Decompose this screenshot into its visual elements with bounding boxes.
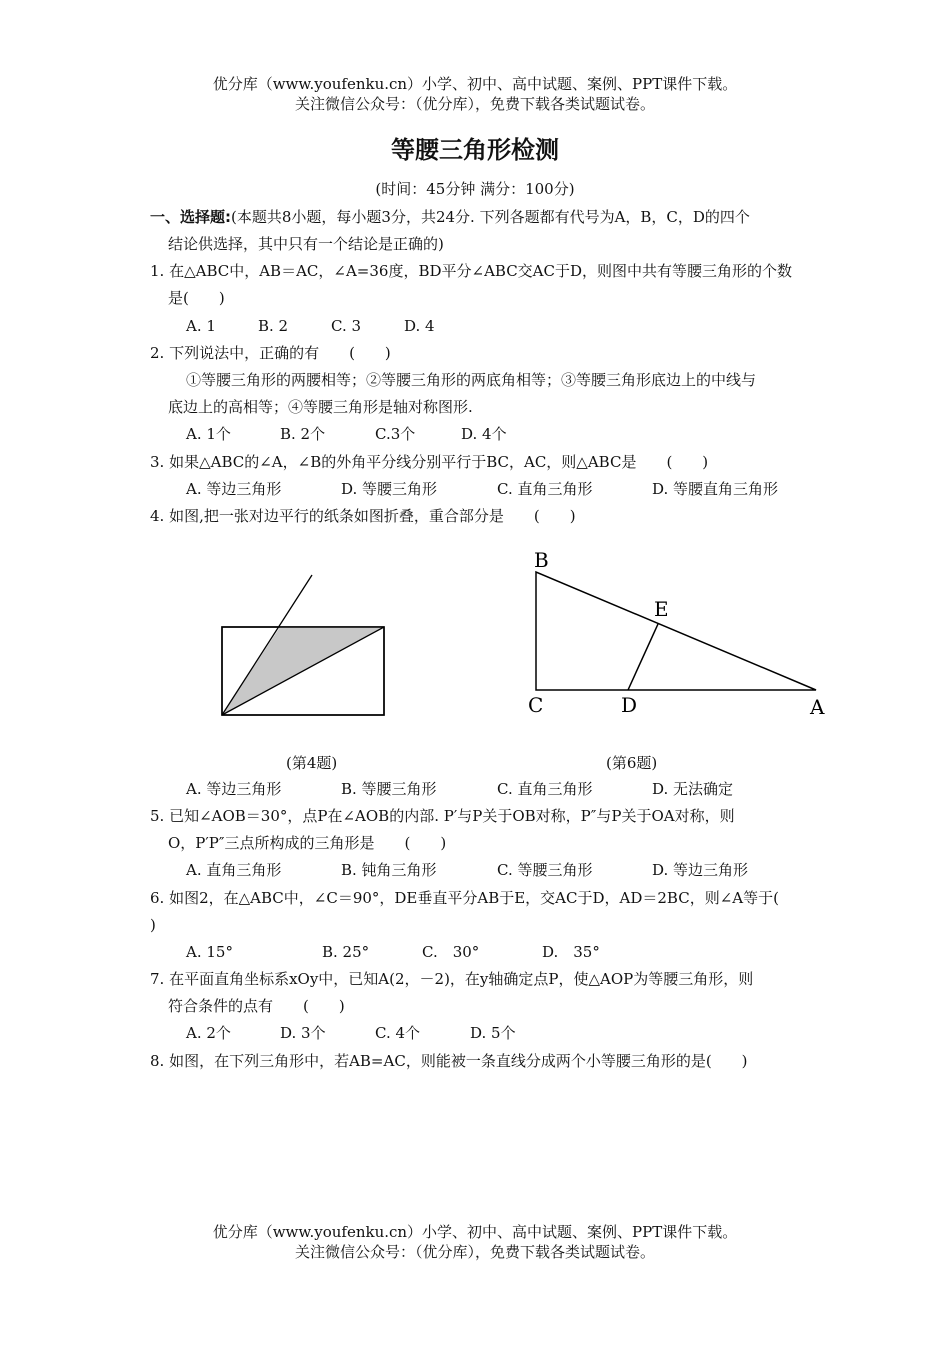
q2-options <box>186 423 507 445</box>
q2-line-3: 底边上的高相等；④等腰三角形是轴对称图形. <box>168 398 473 416</box>
q7-option-c: C. 4个 <box>375 1024 421 1042</box>
segment-de <box>628 624 658 690</box>
q3-option-b: D. 等腰三角形 <box>341 480 438 498</box>
q5-line-1: 5. 已知∠AOB＝30°，点P在∠AOB的内部. P′与P关于OB对称，P″与P关于OA对称，则 <box>150 807 735 825</box>
q3-option-c: C. 直角三角形 <box>497 480 593 498</box>
q3-option-d: D. 等腰直角三角形 <box>652 480 779 498</box>
section-desc-1: (本题共8小题，每小题3分，共24分. 下列各题都有代号为A，B，C，D的四个 <box>231 208 750 226</box>
q5-options <box>186 859 748 881</box>
q4-option-c: C. 直角三角形 <box>497 780 593 798</box>
q1-option-d: D. 4 <box>404 317 435 335</box>
q7-option-a: A. 2个 <box>186 1024 231 1042</box>
figure-6-caption: (第6题) <box>606 754 658 772</box>
q7-options <box>186 1022 516 1044</box>
q4-option-b: B. 等腰三角形 <box>341 780 437 798</box>
figure-6-triangle <box>520 540 840 720</box>
q2-line-2: ①等腰三角形的两腰相等；②等腰三角形的两底角相等；③等腰三角形底边上的中线与 <box>186 371 757 389</box>
q2-option-a: A. 1个 <box>186 425 231 443</box>
q4-line-1: 4. 如图,把一张对边平行的纸条如图折叠，重合部分是 ( ) <box>150 507 576 525</box>
q4-options <box>186 778 733 800</box>
q3-line-1: 3. 如果△ABC的∠A，∠B的外角平分线分别平行于BC，AC，则△ABC是 ( ) <box>150 453 709 471</box>
q1-line-2: 是( ) <box>168 289 225 307</box>
page-subtitle: (时间：45分钟 满分：100分) <box>375 180 575 198</box>
q2-option-d: D. 4个 <box>461 425 507 443</box>
q6-options <box>186 941 600 963</box>
figure-4-folded-strip <box>210 565 400 725</box>
section-heading: 一、选择题: <box>150 208 231 226</box>
q5-option-c: C. 等腰三角形 <box>497 861 593 879</box>
q5-option-d: D. 等边三角形 <box>652 861 749 879</box>
section-1-line-1 <box>150 206 750 228</box>
label-b: B <box>534 548 549 572</box>
header-line-1: 优分库（www.youfenku.cn）小学、初中、高中试题、案例、PPT课件下载。 <box>212 75 738 93</box>
q7-line-1: 7. 在平面直角坐标系xOy中，已知A(2，－2)，在y轴确定点P，使△AOP为等腰三角形，则 <box>150 970 754 988</box>
q1-option-c: C. 3 <box>331 317 362 335</box>
q6-option-a: A. 15° <box>186 943 233 961</box>
q1-option-a: A. 1 <box>186 317 216 335</box>
label-a: A <box>810 695 825 719</box>
q7-option-b: D. 3个 <box>280 1024 326 1042</box>
header-line-2: 关注微信公众号：（优分库），免费下载各类试题试卷。 <box>294 95 655 113</box>
q6-option-c: C. 30° <box>422 943 480 961</box>
q6-option-b: B. 25° <box>322 943 370 961</box>
q2-option-b: B. 2个 <box>280 425 326 443</box>
label-c: C <box>528 693 544 717</box>
q8-line-1: 8. 如图，在下列三角形中，若AB=AC，则能被一条直线分成两个小等腰三角形的是( ) <box>150 1052 748 1070</box>
q7-option-d: D. 5个 <box>470 1024 516 1042</box>
label-e: E <box>654 597 669 621</box>
q2-option-c: C.3个 <box>375 425 416 443</box>
q3-options <box>186 478 778 500</box>
label-d: D <box>621 693 638 717</box>
q1-options <box>186 315 435 337</box>
q7-line-2: 符合条件的点有 ( ) <box>168 997 345 1015</box>
q6-option-d: D. 35° <box>542 943 600 961</box>
q2-line-1: 2. 下列说法中，正确的有 ( ) <box>150 344 391 362</box>
figure-4-caption: (第4题) <box>286 754 338 772</box>
page-title: 等腰三角形检测 <box>391 136 559 164</box>
q4-option-d: D. 无法确定 <box>652 780 734 798</box>
footer-line-2: 关注微信公众号：（优分库），免费下载各类试题试卷。 <box>294 1243 655 1261</box>
q5-line-2: O，P′P″三点所构成的三角形是 ( ) <box>168 834 447 852</box>
q4-option-a: A. 等边三角形 <box>186 780 282 798</box>
q5-option-b: B. 钝角三角形 <box>341 861 437 879</box>
q1-line-1: 1. 在△ABC中，AB＝AC，∠A=36度，BD平分∠ABC交AC于D，则图中共有等腰三角形的个数 <box>150 262 793 280</box>
q6-line-1: 6. 如图2，在△ABC中，∠C＝90°，DE垂直平分AB于E，交AC于D，AD＝2BC，则∠A等于( <box>150 889 779 907</box>
section-desc-2: 结论供选择，其中只有一个结论是正确的) <box>168 235 444 253</box>
q3-option-a: A. 等边三角形 <box>186 480 282 498</box>
q5-option-a: A. 直角三角形 <box>186 861 282 879</box>
triangle-abc <box>536 572 816 690</box>
footer-line-1: 优分库（www.youfenku.cn）小学、初中、高中试题、案例、PPT课件下载。 <box>212 1223 738 1241</box>
q1-option-b: B. 2 <box>258 317 289 335</box>
q6-line-2: ) <box>150 916 156 934</box>
